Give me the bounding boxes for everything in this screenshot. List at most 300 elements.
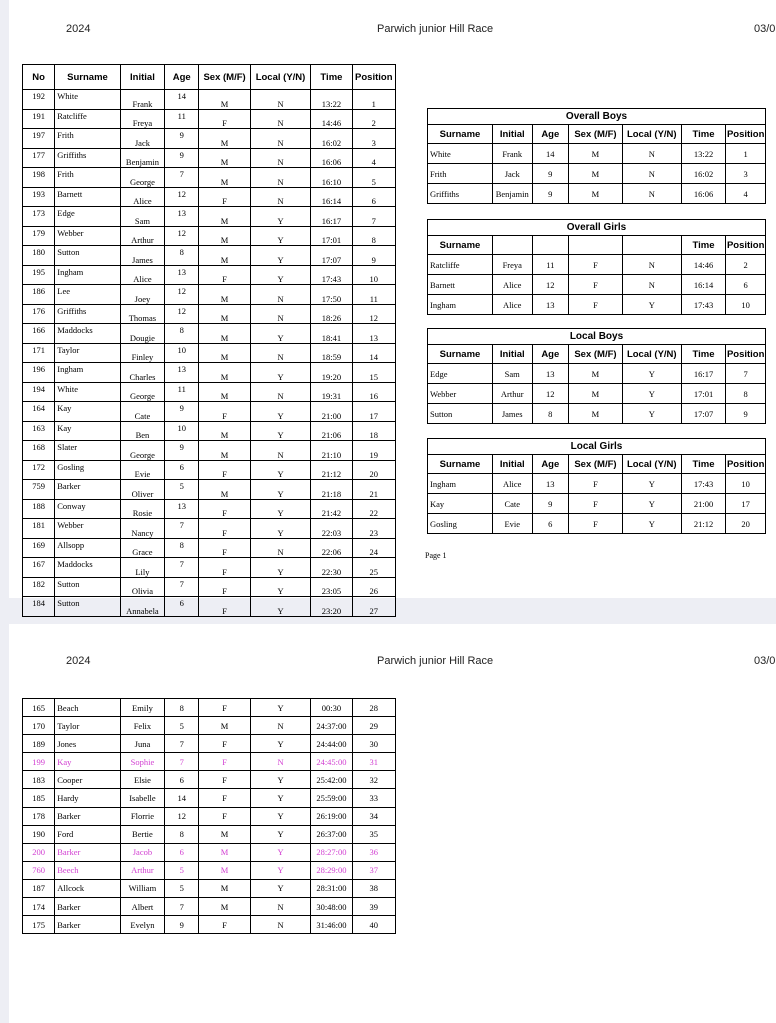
table-cell: 32	[352, 771, 395, 789]
table-cell: 17	[352, 402, 395, 422]
table-cell: 23:05	[311, 577, 352, 597]
table-cell: 30	[352, 735, 395, 753]
table-cell: 28:27:00	[311, 843, 352, 861]
column-header: Surname	[428, 236, 493, 255]
table-cell: 6	[165, 843, 199, 861]
table-cell: 5	[165, 717, 199, 735]
table-cell: 22:30	[311, 558, 352, 578]
table-cell: F	[199, 597, 250, 617]
table-cell: 11	[165, 382, 199, 402]
table-cell: 165	[23, 699, 55, 717]
table-cell: M	[199, 879, 250, 897]
table-cell: Y	[250, 460, 310, 480]
table-cell: M	[199, 246, 250, 266]
table-cell: 24:45:00	[311, 753, 352, 771]
table-cell: 196	[23, 363, 55, 383]
table-cell: 14	[165, 90, 199, 110]
table-row	[428, 164, 766, 184]
table-cell: M	[569, 144, 623, 164]
table-cell: 16:17	[681, 364, 726, 384]
table-cell: Elsie	[120, 771, 164, 789]
table-cell: 190	[23, 825, 55, 843]
table-cell: 18:59	[311, 343, 352, 363]
table-cell: 14:46	[681, 255, 726, 275]
table-cell: 14	[165, 789, 199, 807]
table-cell: Cate	[120, 402, 164, 422]
table-cell: 23	[352, 519, 395, 539]
table-cell: 1	[352, 90, 395, 110]
table-cell: 11	[352, 285, 395, 305]
table-row	[23, 441, 396, 461]
column-header: Time	[681, 455, 726, 474]
table-row	[23, 499, 396, 519]
table-cell: M	[199, 304, 250, 324]
table-cell: M	[199, 168, 250, 188]
table-cell: N	[250, 109, 310, 129]
header-date: 03/0	[754, 23, 776, 35]
table-cell: 30:48:00	[311, 898, 352, 916]
table-cell: 182	[23, 577, 55, 597]
table-cell: 185	[23, 789, 55, 807]
table-row	[428, 184, 766, 204]
table-cell: F	[199, 807, 250, 825]
table-cell: Juna	[120, 735, 164, 753]
table-cell: 7	[165, 168, 199, 188]
table-cell: 5	[165, 879, 199, 897]
table-cell: M	[199, 825, 250, 843]
table-cell: Y	[250, 597, 310, 617]
column-header: Surname	[428, 455, 493, 474]
table-cell: 6	[165, 597, 199, 617]
table-cell: 173	[23, 207, 55, 227]
table-cell: Y	[250, 771, 310, 789]
table-cell: Barker	[55, 916, 121, 934]
column-header: Local (Y/N)	[622, 125, 681, 144]
table-cell: 7	[352, 207, 395, 227]
table-cell: Nancy	[120, 519, 164, 539]
table-row	[23, 343, 396, 363]
table-cell: Frank	[120, 90, 164, 110]
column-header: Age	[532, 345, 569, 364]
table-cell: Y	[250, 843, 310, 861]
table-cell: 17:07	[681, 404, 726, 424]
table-cell: 178	[23, 807, 55, 825]
table-cell: Gosling	[55, 460, 121, 480]
table-cell: F	[199, 402, 250, 422]
table-cell: George	[120, 382, 164, 402]
table-cell: 20	[726, 514, 766, 534]
table-cell: James	[492, 404, 532, 424]
table-cell: Benjamin	[120, 148, 164, 168]
table-cell: Albert	[120, 898, 164, 916]
table-row	[428, 364, 766, 384]
table-cell: Ingham	[428, 295, 493, 315]
table-cell: N	[250, 538, 310, 558]
table-cell: Finley	[120, 343, 164, 363]
table-header-row	[428, 345, 766, 364]
table-cell: Webber	[55, 226, 121, 246]
table-row	[23, 226, 396, 246]
table-cell: 12	[165, 187, 199, 207]
table-cell: Webber	[55, 519, 121, 539]
table-header-row	[428, 236, 766, 255]
table-cell: 12	[165, 226, 199, 246]
table-cell: 16:06	[311, 148, 352, 168]
table-cell: 22:06	[311, 538, 352, 558]
table-cell: Lee	[55, 285, 121, 305]
table-cell: 5	[165, 861, 199, 879]
table-cell: F	[199, 916, 250, 934]
table-cell: Y	[250, 207, 310, 227]
table-cell: 1	[726, 144, 766, 164]
table-cell: 22:03	[311, 519, 352, 539]
table-cell: M	[199, 898, 250, 916]
table-cell: 26:19:00	[311, 807, 352, 825]
table-cell: Y	[250, 789, 310, 807]
table-cell: M	[569, 184, 623, 204]
column-header: Local (Y/N)	[622, 455, 681, 474]
table-cell: 18:26	[311, 304, 352, 324]
column-header: Time	[681, 236, 726, 255]
table-cell: Griffiths	[428, 184, 493, 204]
table-cell: Webber	[428, 384, 493, 404]
table-cell: 25:42:00	[311, 771, 352, 789]
table-cell: 12	[165, 304, 199, 324]
table-cell: Oliver	[120, 480, 164, 500]
table-cell: F	[199, 577, 250, 597]
results-table-continued	[22, 698, 396, 934]
table-cell: 195	[23, 265, 55, 285]
table-cell: 6	[165, 771, 199, 789]
table-cell: 31:46:00	[311, 916, 352, 934]
table-cell: Y	[250, 480, 310, 500]
table-row	[428, 404, 766, 424]
table-cell: 184	[23, 597, 55, 617]
table-cell: Alice	[120, 265, 164, 285]
table-row	[428, 255, 766, 275]
table-cell: 17:43	[311, 265, 352, 285]
table-row	[23, 558, 396, 578]
table-cell: 759	[23, 480, 55, 500]
table-cell: Jack	[492, 164, 532, 184]
table-cell: 2	[352, 109, 395, 129]
table-cell: 39	[352, 898, 395, 916]
table-cell: N	[250, 916, 310, 934]
table-cell: M	[199, 207, 250, 227]
table-cell: Y	[250, 246, 310, 266]
column-header: Time	[311, 65, 352, 90]
table-cell: Griffiths	[55, 148, 121, 168]
header-date: 03/0	[754, 655, 776, 667]
table-row	[23, 597, 396, 617]
table-cell: M	[199, 480, 250, 500]
table-cell: 25	[352, 558, 395, 578]
table-row	[23, 402, 396, 422]
header-year: 2024	[66, 23, 91, 35]
column-header	[569, 236, 623, 255]
table-cell: 13	[352, 324, 395, 344]
table-cell: 9	[165, 402, 199, 422]
results-body-continued	[23, 699, 396, 934]
table-cell: Olivia	[120, 577, 164, 597]
table-cell: 10	[726, 474, 766, 494]
table-cell: F	[199, 109, 250, 129]
column-header	[492, 236, 532, 255]
table-cell: Barker	[55, 843, 121, 861]
table-cell: 21:06	[311, 421, 352, 441]
table-cell: 192	[23, 90, 55, 110]
table-cell: 16:14	[311, 187, 352, 207]
table-cell: 191	[23, 109, 55, 129]
table-cell: F	[569, 494, 623, 514]
table-row	[23, 265, 396, 285]
table-row	[23, 699, 396, 717]
table-cell: Edge	[55, 207, 121, 227]
table-cell: F	[569, 474, 623, 494]
table-cell: Y	[250, 324, 310, 344]
table-cell: Y	[250, 499, 310, 519]
table-cell: 00:30	[311, 699, 352, 717]
header-title: Parwich junior Hill Race	[377, 655, 494, 667]
table-cell: N	[250, 382, 310, 402]
table-cell: Barker	[55, 807, 121, 825]
table-cell: 21:12	[311, 460, 352, 480]
table-cell: M	[199, 285, 250, 305]
table-cell: Y	[250, 577, 310, 597]
table-cell: Maddocks	[55, 324, 121, 344]
table-cell: 8	[532, 404, 569, 424]
table-row	[23, 148, 396, 168]
table-row	[23, 285, 396, 305]
table-cell: 169	[23, 538, 55, 558]
table-cell: M	[199, 343, 250, 363]
table-cell: 13:22	[681, 144, 726, 164]
table-cell: F	[569, 255, 623, 275]
table-cell: 36	[352, 843, 395, 861]
page-number: Page 1	[425, 551, 447, 560]
table-cell: Ingham	[428, 474, 493, 494]
table-cell: 177	[23, 148, 55, 168]
table-cell: 10	[165, 421, 199, 441]
table-row	[23, 129, 396, 149]
column-header: Sex (M/F)	[569, 455, 623, 474]
column-header: Local (Y/N)	[622, 345, 681, 364]
table-cell: 22	[352, 499, 395, 519]
table-cell: Y	[250, 558, 310, 578]
table-cell: 21:42	[311, 499, 352, 519]
table-row	[23, 898, 396, 916]
table-cell: Evie	[492, 514, 532, 534]
table-cell: White	[428, 144, 493, 164]
table-cell: M	[199, 441, 250, 461]
table-cell: 14	[532, 144, 569, 164]
table-cell: 25:59:00	[311, 789, 352, 807]
table-cell: N	[250, 129, 310, 149]
table-cell: F	[199, 538, 250, 558]
table-cell: 24:37:00	[311, 717, 352, 735]
table-cell: Griffiths	[55, 304, 121, 324]
table-cell: 16:02	[681, 164, 726, 184]
table-row	[23, 109, 396, 129]
table-row	[23, 735, 396, 753]
table-cell: 7	[165, 577, 199, 597]
table-cell: Y	[250, 879, 310, 897]
column-header	[532, 236, 569, 255]
table-cell: 3	[352, 129, 395, 149]
table-cell: F	[199, 558, 250, 578]
table-cell: Freya	[120, 109, 164, 129]
table-row	[23, 577, 396, 597]
column-header: Local (Y/N)	[250, 65, 310, 90]
table-cell: Annabela	[120, 597, 164, 617]
column-header: Sex (M/F)	[569, 125, 623, 144]
table-cell: 10	[352, 265, 395, 285]
table-cell: 170	[23, 717, 55, 735]
table-row	[23, 168, 396, 188]
table-cell: Emily	[120, 699, 164, 717]
table-cell: 7	[165, 558, 199, 578]
column-header: Initial	[492, 455, 532, 474]
table-header-row	[428, 125, 766, 144]
table-cell: N	[622, 184, 681, 204]
table-cell: 174	[23, 898, 55, 916]
table-cell: 13	[532, 364, 569, 384]
table-cell: 21:10	[311, 441, 352, 461]
table-cell: 7	[165, 519, 199, 539]
column-header: Initial	[120, 65, 164, 90]
table-cell: 176	[23, 304, 55, 324]
results-header-row	[23, 65, 396, 90]
table-cell: F	[569, 275, 623, 295]
table-cell: 20	[352, 460, 395, 480]
table-cell: 18:41	[311, 324, 352, 344]
table-cell: M	[199, 324, 250, 344]
table-cell: 21	[352, 480, 395, 500]
table-cell: George	[120, 168, 164, 188]
table-cell: Grace	[120, 538, 164, 558]
table-cell: Frank	[492, 144, 532, 164]
table-cell: Y	[250, 421, 310, 441]
table-cell: M	[199, 129, 250, 149]
table-cell: Benjamin	[492, 184, 532, 204]
table-cell: Barnett	[55, 187, 121, 207]
table-cell: Ben	[120, 421, 164, 441]
table-cell: 33	[352, 789, 395, 807]
table-cell: Beach	[55, 699, 121, 717]
table-cell: 9	[352, 246, 395, 266]
table-cell: 193	[23, 187, 55, 207]
table-cell: N	[250, 898, 310, 916]
table-cell: 17	[726, 494, 766, 514]
table-cell: Sutton	[55, 577, 121, 597]
table-cell: Allsopp	[55, 538, 121, 558]
table-cell: Y	[622, 295, 681, 315]
table-cell: 18	[352, 421, 395, 441]
table-cell: Barker	[55, 898, 121, 916]
table-cell: 6	[165, 460, 199, 480]
table-cell: 8	[165, 538, 199, 558]
table-cell: White	[55, 90, 121, 110]
table-cell: 8	[165, 324, 199, 344]
table-cell: Kay	[55, 753, 121, 771]
column-header: Position	[726, 345, 766, 364]
table-cell: 200	[23, 843, 55, 861]
table-cell: 12	[532, 275, 569, 295]
table-cell: 172	[23, 460, 55, 480]
table-cell: 16:14	[681, 275, 726, 295]
table-cell: M	[569, 164, 623, 184]
table-cell: 28	[352, 699, 395, 717]
column-header: Time	[681, 125, 726, 144]
table-cell: 13:22	[311, 90, 352, 110]
table-cell: George	[120, 441, 164, 461]
table-cell: 7	[165, 735, 199, 753]
table-row	[23, 807, 396, 825]
table-cell: Alice	[492, 295, 532, 315]
table-cell: 16:02	[311, 129, 352, 149]
column-header: Time	[681, 345, 726, 364]
table-cell: Freya	[492, 255, 532, 275]
table-cell: Y	[622, 514, 681, 534]
table-cell: Y	[622, 384, 681, 404]
table-cell: 14	[352, 343, 395, 363]
table-cell: Evie	[120, 460, 164, 480]
table-cell: 21:18	[311, 480, 352, 500]
table-cell: Jones	[55, 735, 121, 753]
table-cell: 12	[165, 285, 199, 305]
table-cell: 17:01	[311, 226, 352, 246]
table-cell: 12	[532, 384, 569, 404]
column-header: Initial	[492, 345, 532, 364]
table-title: Local Girls	[428, 439, 766, 455]
table-cell: Arthur	[120, 226, 164, 246]
table-row	[23, 717, 396, 735]
table-cell: 10	[165, 343, 199, 363]
table-cell: 29	[352, 717, 395, 735]
column-header: Age	[165, 65, 199, 90]
table-cell: F	[199, 771, 250, 789]
column-header: Age	[532, 455, 569, 474]
table-cell: Jack	[120, 129, 164, 149]
table-cell: 15	[352, 363, 395, 383]
table-cell: 37	[352, 861, 395, 879]
table-cell: 13	[165, 499, 199, 519]
column-header: Sex (M/F)	[199, 65, 250, 90]
table-cell: Ford	[55, 825, 121, 843]
table-row	[23, 207, 396, 227]
table-cell: 8	[165, 825, 199, 843]
table-cell: 166	[23, 324, 55, 344]
table-cell: 16	[352, 382, 395, 402]
table-cell: M	[199, 421, 250, 441]
table-cell: 189	[23, 735, 55, 753]
table-cell: Beech	[55, 861, 121, 879]
table-cell: Jacob	[120, 843, 164, 861]
table-cell: N	[250, 753, 310, 771]
table-cell: 7	[726, 364, 766, 384]
table-title: Local Boys	[428, 329, 766, 345]
table-cell: Ratcliffe	[428, 255, 493, 275]
table-cell: Y	[250, 402, 310, 422]
table-cell: 10	[726, 295, 766, 315]
results-body	[23, 90, 396, 617]
results-page-2	[9, 624, 776, 1023]
table-cell: Kay	[428, 494, 493, 514]
table-cell: Charles	[120, 363, 164, 383]
table-cell: 31	[352, 753, 395, 771]
table-cell: 19	[352, 441, 395, 461]
table-row	[23, 825, 396, 843]
